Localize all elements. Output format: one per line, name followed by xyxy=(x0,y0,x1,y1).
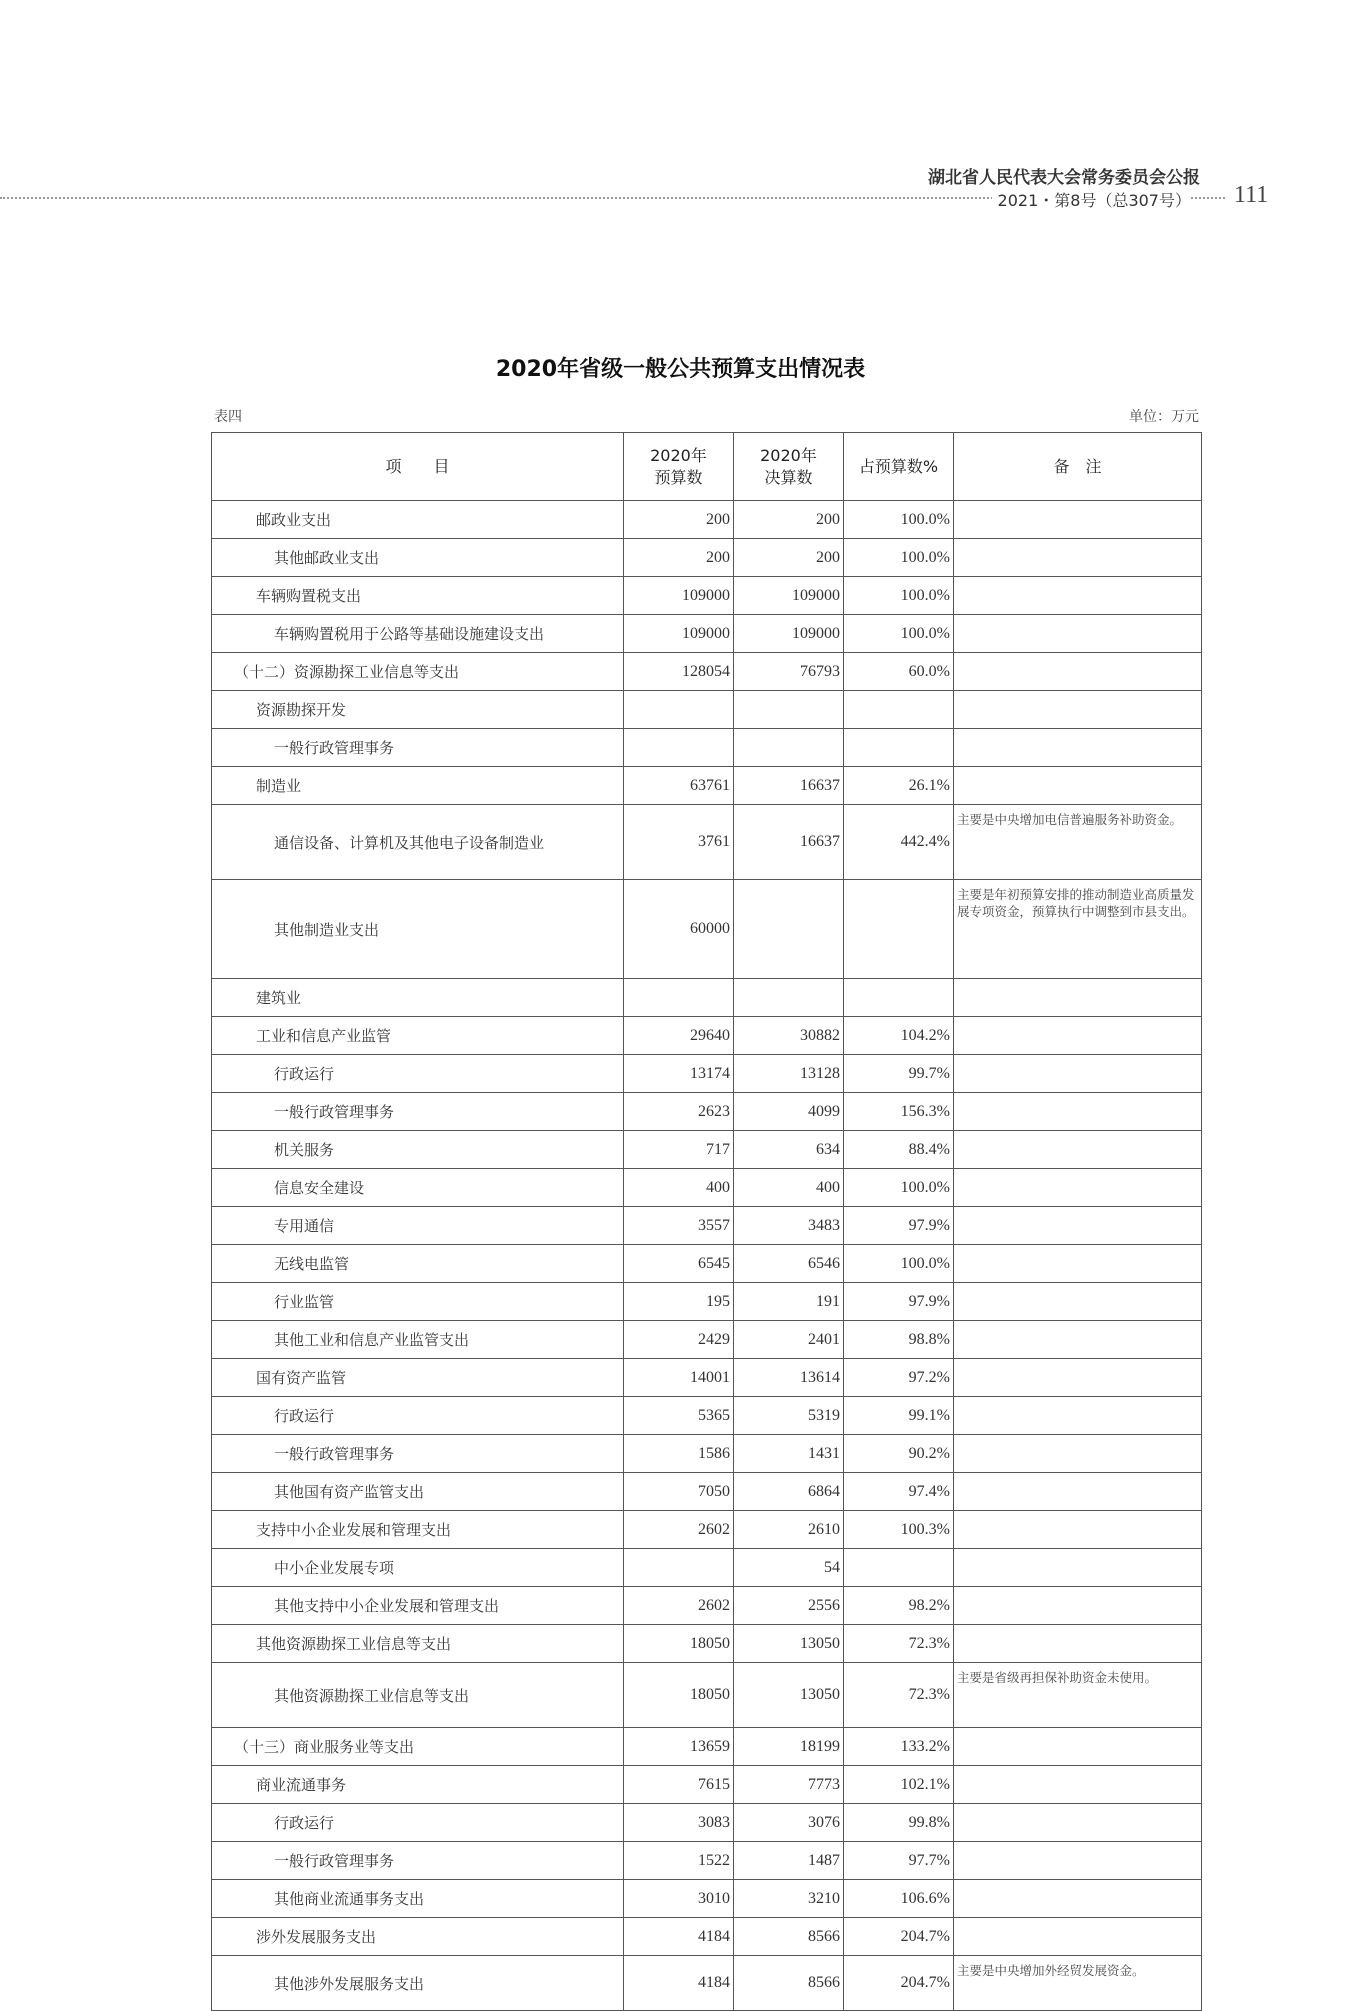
row-final: 1431 xyxy=(734,1435,844,1473)
page-number: 111 xyxy=(1234,182,1269,208)
row-ratio: 90.2% xyxy=(844,1435,954,1473)
row-budget: 1522 xyxy=(624,1842,734,1880)
row-ratio: 99.1% xyxy=(844,1397,954,1435)
row-final: 13050 xyxy=(734,1625,844,1663)
table-row xyxy=(212,729,1202,767)
row-note xyxy=(954,1131,1202,1169)
row-item: 其他工业和信息产业监管支出 xyxy=(212,1321,624,1359)
row-final: 18199 xyxy=(734,1728,844,1766)
row-final: 13050 xyxy=(734,1663,844,1728)
row-item: 资源勘探开发 xyxy=(212,691,624,729)
row-budget: 29640 xyxy=(624,1017,734,1055)
row-budget xyxy=(624,1549,734,1587)
row-item: 通信设备、计算机及其他电子设备制造业 xyxy=(212,805,624,880)
row-budget: 2602 xyxy=(624,1587,734,1625)
table-row xyxy=(212,501,1202,539)
unit-label: 单位：万元 xyxy=(1129,409,1199,425)
row-item: 其他资源勘探工业信息等支出 xyxy=(212,1663,624,1728)
row-item: 邮政业支出 xyxy=(212,501,624,539)
row-item: 行业监管 xyxy=(212,1283,624,1321)
row-final: 13128 xyxy=(734,1055,844,1093)
row-note xyxy=(954,1093,1202,1131)
table-row xyxy=(212,1918,1202,1956)
row-final: 76793 xyxy=(734,653,844,691)
row-final: 54 xyxy=(734,1549,844,1587)
row-budget: 14001 xyxy=(624,1359,734,1397)
row-note xyxy=(954,1245,1202,1283)
row-budget: 109000 xyxy=(624,615,734,653)
row-ratio: 99.7% xyxy=(844,1055,954,1093)
table-row xyxy=(212,1435,1202,1473)
table-row xyxy=(212,767,1202,805)
row-final: 6864 xyxy=(734,1473,844,1511)
row-item: 行政运行 xyxy=(212,1055,624,1093)
row-final xyxy=(734,729,844,767)
table-row xyxy=(212,1473,1202,1511)
row-ratio: 60.0% xyxy=(844,653,954,691)
col-header-budget xyxy=(624,433,734,501)
row-final: 8566 xyxy=(734,1956,844,2011)
row-final xyxy=(734,691,844,729)
row-note xyxy=(954,1511,1202,1549)
table-row xyxy=(212,979,1202,1017)
row-final: 400 xyxy=(734,1169,844,1207)
row-ratio xyxy=(844,979,954,1017)
row-budget xyxy=(624,691,734,729)
row-ratio: 204.7% xyxy=(844,1918,954,1956)
row-budget: 195 xyxy=(624,1283,734,1321)
table-row xyxy=(212,1549,1202,1587)
col-header-ratio: 占预算数% xyxy=(844,433,954,501)
row-ratio: 97.9% xyxy=(844,1283,954,1321)
row-item: 其他资源勘探工业信息等支出 xyxy=(212,1625,624,1663)
row-ratio: 72.3% xyxy=(844,1663,954,1728)
row-final: 3076 xyxy=(734,1804,844,1842)
table-row xyxy=(212,1283,1202,1321)
row-note xyxy=(954,1880,1202,1918)
row-item: 制造业 xyxy=(212,767,624,805)
table-row xyxy=(212,1956,1202,2011)
row-item: 机关服务 xyxy=(212,1131,624,1169)
table-row xyxy=(212,653,1202,691)
row-ratio: 106.6% xyxy=(844,1880,954,1918)
row-item: 无线电监管 xyxy=(212,1245,624,1283)
table-row xyxy=(212,1511,1202,1549)
row-note xyxy=(954,767,1202,805)
row-budget xyxy=(624,729,734,767)
row-budget: 7615 xyxy=(624,1766,734,1804)
row-final: 6546 xyxy=(734,1245,844,1283)
page-title: 2020年省级一般公共预算支出情况表 xyxy=(495,357,866,382)
row-note xyxy=(954,1804,1202,1842)
row-budget: 60000 xyxy=(624,880,734,979)
row-note xyxy=(954,1842,1202,1880)
row-note xyxy=(954,1397,1202,1435)
row-final: 109000 xyxy=(734,615,844,653)
row-note xyxy=(954,979,1202,1017)
col-header-item: 项 目 xyxy=(212,433,624,501)
table-row xyxy=(212,1017,1202,1055)
row-note xyxy=(954,1283,1202,1321)
row-ratio: 204.7% xyxy=(844,1956,954,2011)
row-item: 车辆购置税支出 xyxy=(212,577,624,615)
row-ratio: 99.8% xyxy=(844,1804,954,1842)
table-row xyxy=(212,539,1202,577)
table-row xyxy=(212,1321,1202,1359)
row-final: 3483 xyxy=(734,1207,844,1245)
row-note xyxy=(954,1728,1202,1766)
row-ratio: 97.4% xyxy=(844,1473,954,1511)
row-note: 主要是中央增加电信普遍服务补助资金。 xyxy=(954,805,1202,880)
row-note xyxy=(954,1207,1202,1245)
table-row xyxy=(212,1728,1202,1766)
table-row xyxy=(212,1842,1202,1880)
row-budget: 2623 xyxy=(624,1093,734,1131)
row-budget: 128054 xyxy=(624,653,734,691)
row-ratio: 100.0% xyxy=(844,615,954,653)
table-header-row xyxy=(212,433,1202,501)
row-final: 1487 xyxy=(734,1842,844,1880)
row-item: （十三）商业服务业等支出 xyxy=(212,1728,624,1766)
row-ratio: 100.0% xyxy=(844,1245,954,1283)
row-final: 13614 xyxy=(734,1359,844,1397)
row-budget: 717 xyxy=(624,1131,734,1169)
table-row xyxy=(212,577,1202,615)
row-budget: 2429 xyxy=(624,1321,734,1359)
row-ratio: 100.3% xyxy=(844,1511,954,1549)
row-note xyxy=(954,615,1202,653)
table-row xyxy=(212,1804,1202,1842)
row-ratio: 156.3% xyxy=(844,1093,954,1131)
table-row xyxy=(212,1245,1202,1283)
col-header-final-text: 2020年 决算数 xyxy=(760,445,817,487)
row-item: 其他涉外发展服务支出 xyxy=(212,1956,624,2011)
row-ratio: 97.9% xyxy=(844,1207,954,1245)
row-ratio: 133.2% xyxy=(844,1728,954,1766)
row-note xyxy=(954,1435,1202,1473)
row-ratio: 102.1% xyxy=(844,1766,954,1804)
row-ratio: 26.1% xyxy=(844,767,954,805)
row-note: 主要是年初预算安排的推动制造业高质量发展专项资金，预算执行中调整到市县支出。 xyxy=(954,880,1202,979)
row-note xyxy=(954,653,1202,691)
row-ratio: 104.2% xyxy=(844,1017,954,1055)
row-budget: 4184 xyxy=(624,1956,734,2011)
row-item: （十二）资源勘探工业信息等支出 xyxy=(212,653,624,691)
table-row xyxy=(212,691,1202,729)
table-row xyxy=(212,1625,1202,1663)
issue-number: 2021・第8号（总307号） xyxy=(992,188,1191,211)
row-note xyxy=(954,1918,1202,1956)
row-final xyxy=(734,979,844,1017)
row-ratio: 98.8% xyxy=(844,1321,954,1359)
table-row xyxy=(212,615,1202,653)
row-note xyxy=(954,1766,1202,1804)
table-row xyxy=(212,880,1202,979)
row-item: 其他支持中小企业发展和管理支出 xyxy=(212,1587,624,1625)
row-ratio: 100.0% xyxy=(844,577,954,615)
row-item: 一般行政管理事务 xyxy=(212,1435,624,1473)
row-note xyxy=(954,1321,1202,1359)
row-item: 行政运行 xyxy=(212,1397,624,1435)
row-budget: 1586 xyxy=(624,1435,734,1473)
row-note xyxy=(954,729,1202,767)
row-final: 191 xyxy=(734,1283,844,1321)
row-ratio: 97.2% xyxy=(844,1359,954,1397)
row-note xyxy=(954,1359,1202,1397)
row-budget: 18050 xyxy=(624,1625,734,1663)
table-row xyxy=(212,805,1202,880)
table-row xyxy=(212,1093,1202,1131)
row-ratio xyxy=(844,1549,954,1587)
row-final: 7773 xyxy=(734,1766,844,1804)
row-budget: 6545 xyxy=(624,1245,734,1283)
row-ratio: 100.0% xyxy=(844,501,954,539)
row-budget: 200 xyxy=(624,501,734,539)
table-row xyxy=(212,1131,1202,1169)
table-row xyxy=(212,1055,1202,1093)
row-item: 信息安全建设 xyxy=(212,1169,624,1207)
row-ratio: 88.4% xyxy=(844,1131,954,1169)
row-note xyxy=(954,1169,1202,1207)
table-row xyxy=(212,1359,1202,1397)
row-final: 109000 xyxy=(734,577,844,615)
row-final: 8566 xyxy=(734,1918,844,1956)
row-final: 634 xyxy=(734,1131,844,1169)
row-item: 行政运行 xyxy=(212,1804,624,1842)
row-budget: 200 xyxy=(624,539,734,577)
row-budget: 4184 xyxy=(624,1918,734,1956)
row-item: 支持中小企业发展和管理支出 xyxy=(212,1511,624,1549)
row-ratio: 97.7% xyxy=(844,1842,954,1880)
row-final: 200 xyxy=(734,539,844,577)
row-item: 一般行政管理事务 xyxy=(212,1093,624,1131)
row-item: 工业和信息产业监管 xyxy=(212,1017,624,1055)
row-note xyxy=(954,1549,1202,1587)
table-row xyxy=(212,1169,1202,1207)
row-note xyxy=(954,691,1202,729)
col-header-budget-text: 2020年 预算数 xyxy=(650,445,707,487)
table-row xyxy=(212,1397,1202,1435)
row-item: 一般行政管理事务 xyxy=(212,729,624,767)
row-ratio: 100.0% xyxy=(844,1169,954,1207)
table-row xyxy=(212,1766,1202,1804)
row-final: 16637 xyxy=(734,805,844,880)
row-ratio: 98.2% xyxy=(844,1587,954,1625)
journal-name: 湖北省人民代表大会常务委员会公报 xyxy=(928,168,1200,188)
row-final: 16637 xyxy=(734,767,844,805)
table-row xyxy=(212,1587,1202,1625)
row-note: 主要是省级再担保补助资金未使用。 xyxy=(954,1663,1202,1728)
row-ratio xyxy=(844,729,954,767)
row-budget: 3083 xyxy=(624,1804,734,1842)
row-budget: 63761 xyxy=(624,767,734,805)
table-body xyxy=(212,501,1202,2011)
row-budget: 3761 xyxy=(624,805,734,880)
row-item: 中小企业发展专项 xyxy=(212,1549,624,1587)
row-budget: 18050 xyxy=(624,1663,734,1728)
row-note xyxy=(954,1017,1202,1055)
row-note xyxy=(954,1587,1202,1625)
row-item: 涉外发展服务支出 xyxy=(212,1918,624,1956)
row-ratio: 442.4% xyxy=(844,805,954,880)
row-item: 其他制造业支出 xyxy=(212,880,624,979)
row-budget: 3010 xyxy=(624,1880,734,1918)
row-ratio: 72.3% xyxy=(844,1625,954,1663)
row-final: 30882 xyxy=(734,1017,844,1055)
row-ratio xyxy=(844,880,954,979)
row-item: 商业流通事务 xyxy=(212,1766,624,1804)
budget-table xyxy=(211,432,1202,2011)
table-row xyxy=(212,1880,1202,1918)
row-item: 专用通信 xyxy=(212,1207,624,1245)
row-final: 4099 xyxy=(734,1093,844,1131)
row-budget: 13659 xyxy=(624,1728,734,1766)
row-note xyxy=(954,501,1202,539)
row-final: 2610 xyxy=(734,1511,844,1549)
row-item: 车辆购置税用于公路等基础设施建设支出 xyxy=(212,615,624,653)
row-item: 其他邮政业支出 xyxy=(212,539,624,577)
table-row xyxy=(212,1663,1202,1728)
row-budget: 13174 xyxy=(624,1055,734,1093)
row-item: 建筑业 xyxy=(212,979,624,1017)
row-item: 一般行政管理事务 xyxy=(212,1842,624,1880)
row-final: 3210 xyxy=(734,1880,844,1918)
row-budget: 3557 xyxy=(624,1207,734,1245)
row-budget: 5365 xyxy=(624,1397,734,1435)
col-header-final xyxy=(734,433,844,501)
row-budget: 109000 xyxy=(624,577,734,615)
row-note xyxy=(954,577,1202,615)
row-note xyxy=(954,1473,1202,1511)
row-note: 主要是中央增加外经贸发展资金。 xyxy=(954,1956,1202,2011)
row-note xyxy=(954,539,1202,577)
row-final: 2556 xyxy=(734,1587,844,1625)
row-note xyxy=(954,1625,1202,1663)
row-final: 5319 xyxy=(734,1397,844,1435)
row-budget: 7050 xyxy=(624,1473,734,1511)
row-item: 其他商业流通事务支出 xyxy=(212,1880,624,1918)
table-row xyxy=(212,1207,1202,1245)
col-header-note: 备 注 xyxy=(954,433,1202,501)
row-ratio: 100.0% xyxy=(844,539,954,577)
row-final xyxy=(734,880,844,979)
row-note xyxy=(954,1055,1202,1093)
row-final: 200 xyxy=(734,501,844,539)
row-final: 2401 xyxy=(734,1321,844,1359)
row-budget: 2602 xyxy=(624,1511,734,1549)
row-item: 国有资产监管 xyxy=(212,1359,624,1397)
table-label: 表四 xyxy=(214,409,242,425)
row-budget: 400 xyxy=(624,1169,734,1207)
row-ratio xyxy=(844,691,954,729)
row-item: 其他国有资产监管支出 xyxy=(212,1473,624,1511)
row-budget xyxy=(624,979,734,1017)
